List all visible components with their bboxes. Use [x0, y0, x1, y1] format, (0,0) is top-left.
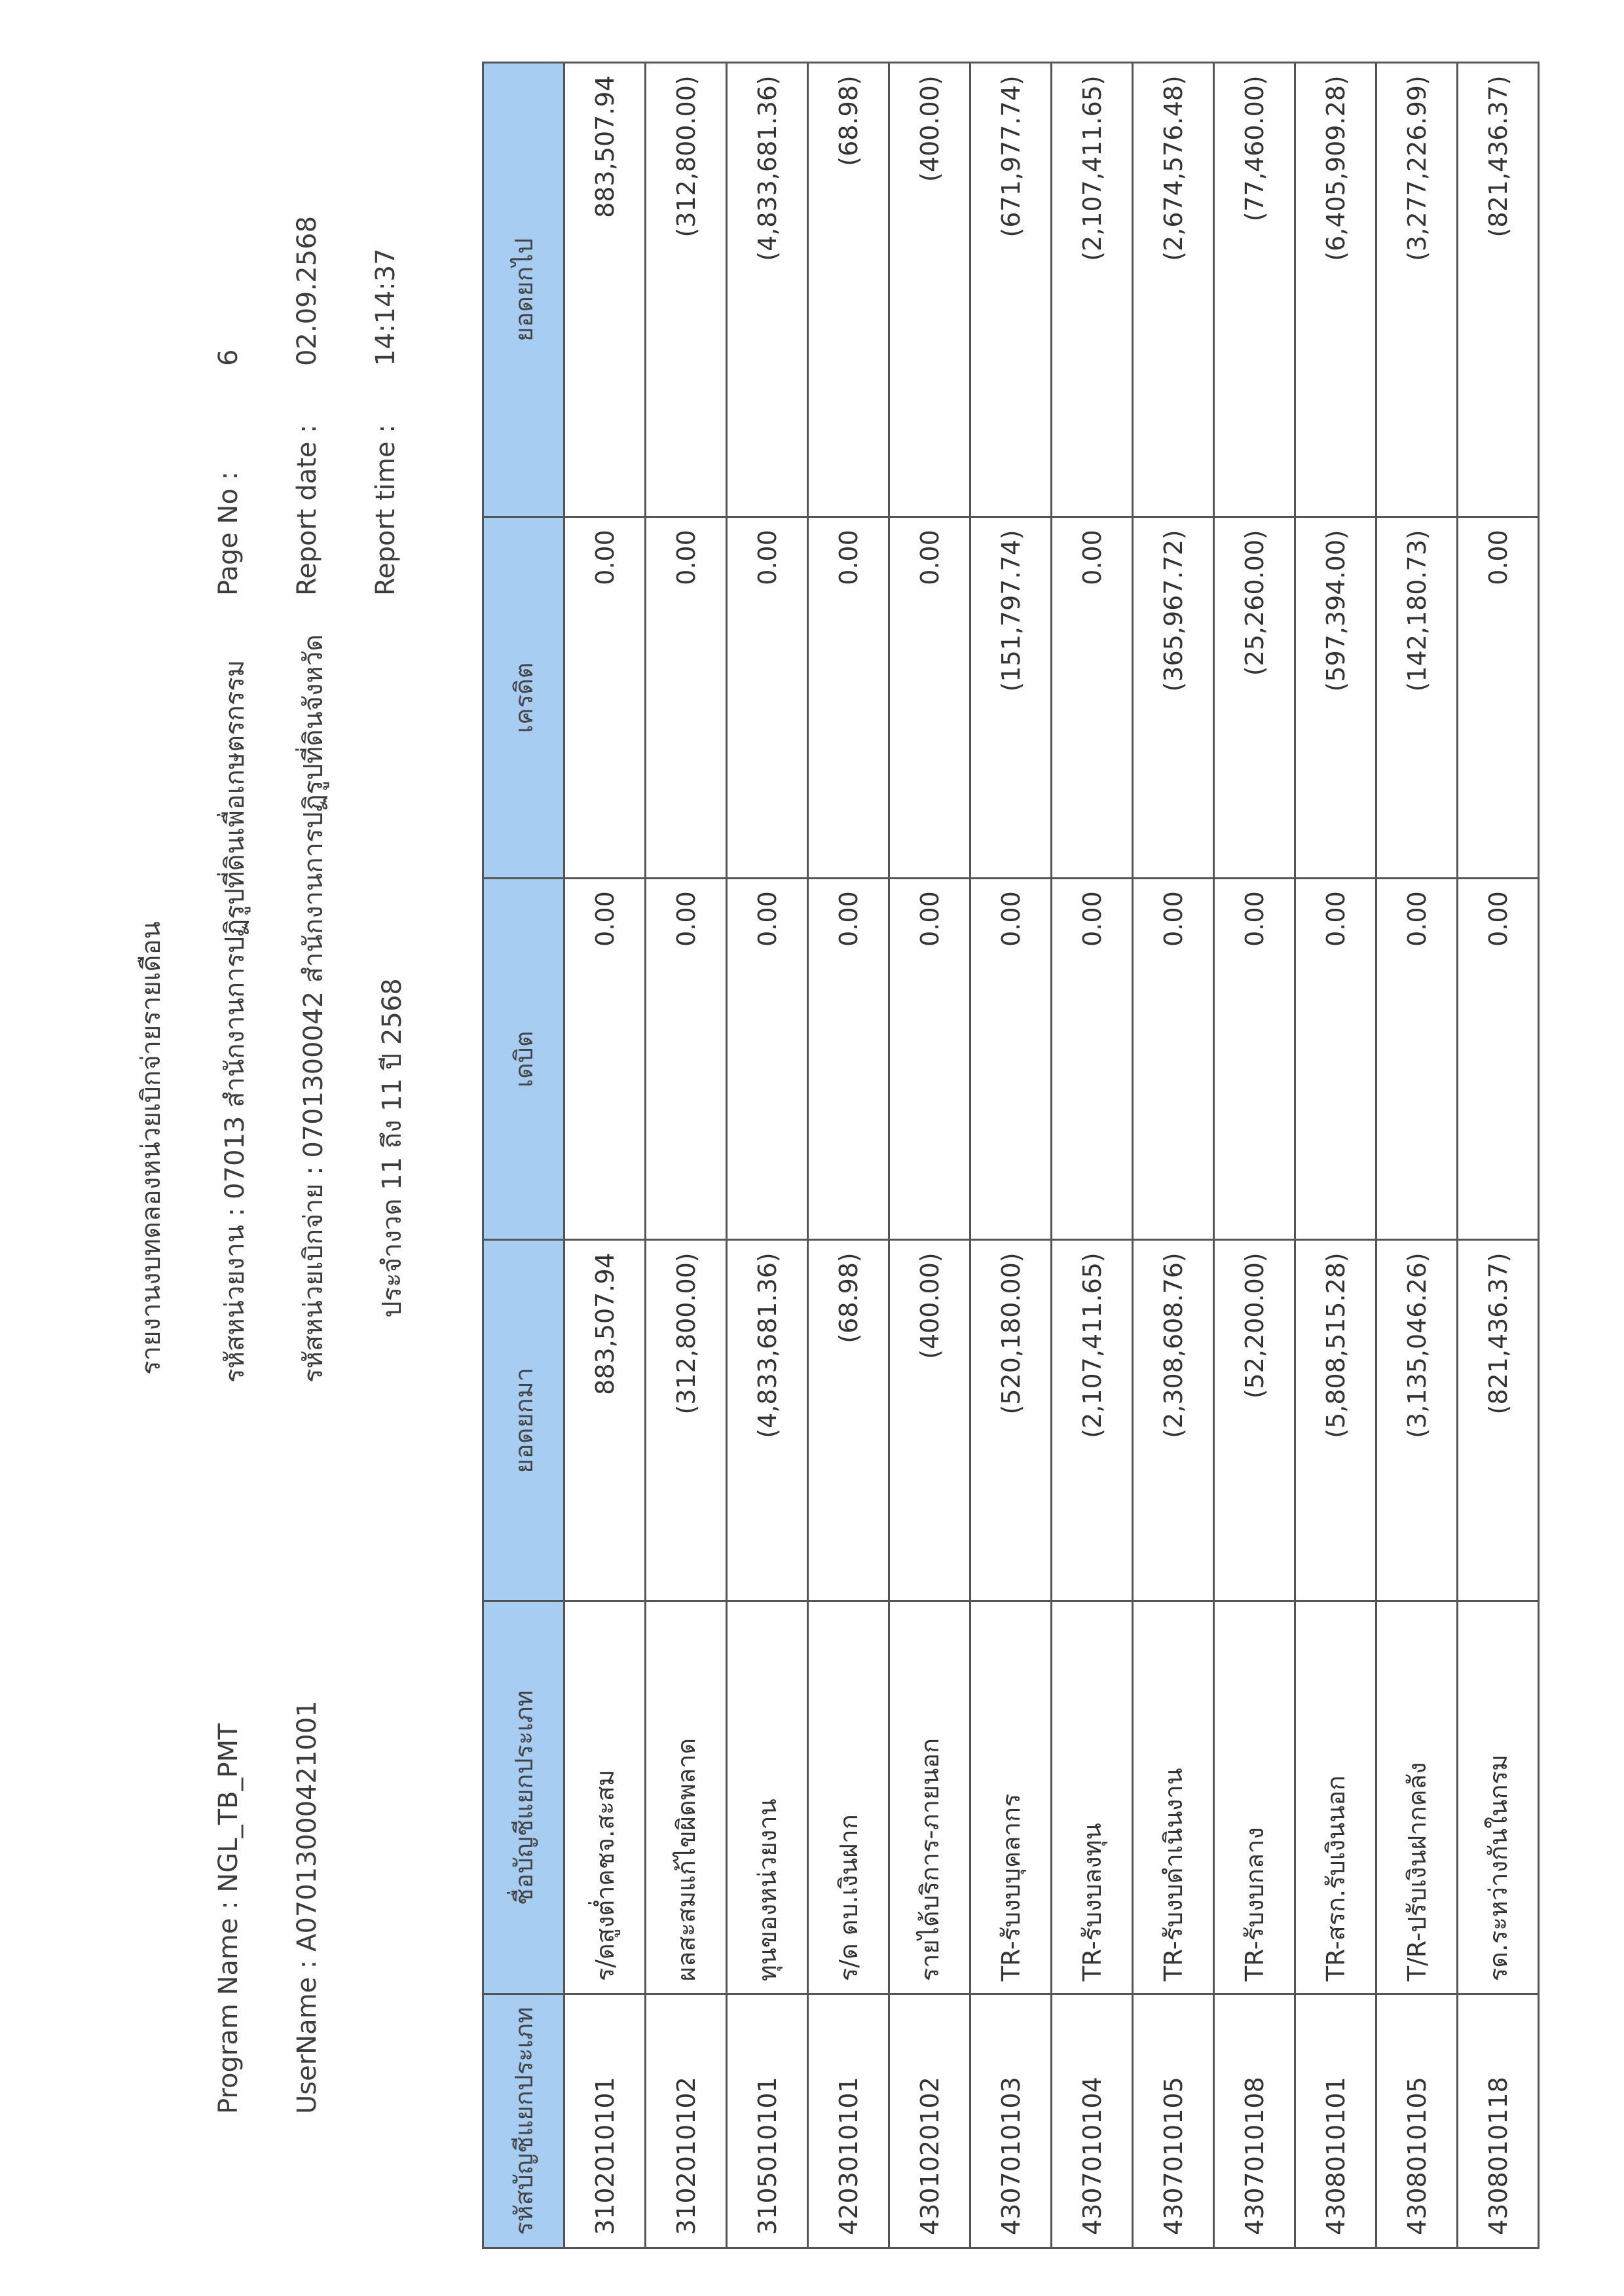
table-row: [1458, 63, 1539, 2248]
cell-opening-balance: (520,180.00): [970, 1240, 1052, 1601]
cell-credit: 0.00: [646, 517, 727, 879]
table-header-row: [483, 63, 564, 2248]
page-number-label: Page No :: [213, 471, 244, 596]
cell-credit: 0.00: [1458, 517, 1539, 879]
cell-credit: 0.00: [889, 517, 970, 879]
cell-account-name: ร/ด ดบ.เงินฝาก: [808, 1601, 889, 1994]
cell-debit: 0.00: [727, 879, 808, 1240]
cell-closing-balance: (4,833,681.36): [727, 63, 808, 517]
cell-debit: 0.00: [646, 879, 727, 1240]
report-title: รายงานงบทดลองหน่วยเบิกจ่ายรายเดือน: [136, 921, 166, 1375]
cell-closing-balance: (312,800.00): [646, 63, 727, 517]
table-row: [889, 63, 970, 2248]
cell-account-name: TR-รับงบกลาง: [1214, 1601, 1295, 1994]
table-row: [564, 63, 646, 2248]
cell-closing-balance: 883,507.94: [564, 63, 646, 517]
cell-debit: 0.00: [889, 879, 970, 1240]
cell-account-name: TR-สรก.รับเงินนอก: [1295, 1601, 1376, 1994]
cell-closing-balance: (77,460.00): [1214, 63, 1295, 517]
report-period: ประจำงวด 11 ถึง 11 ปี 2568: [377, 978, 407, 1318]
cell-debit: 0.00: [808, 879, 889, 1240]
cell-opening-balance: (5,808,515.28): [1295, 1240, 1376, 1601]
cell-account-code: 3102010101: [564, 1994, 646, 2248]
cell-credit: (365,967.72): [1133, 517, 1214, 879]
cell-closing-balance: (821,436.37): [1458, 63, 1539, 517]
cell-credit: 0.00: [1052, 517, 1133, 879]
table-row: [1133, 63, 1214, 2248]
table-row: [727, 63, 808, 2248]
cell-credit: (25,260.00): [1214, 517, 1295, 879]
col-header-credit: เครดิต: [483, 517, 564, 879]
col-header-debit: เดบิต: [483, 879, 564, 1240]
report-date-label: Report date :: [292, 424, 322, 596]
cell-credit: (597,394.00): [1295, 517, 1376, 879]
cell-account-name: ร/ดสูงต่ำคชจ.สะสม: [564, 1601, 646, 1994]
cell-opening-balance: (4,833,681.36): [727, 1240, 808, 1601]
table-row: [1295, 63, 1376, 2248]
cell-closing-balance: (2,107,411.65): [1052, 63, 1133, 517]
cell-credit: 0.00: [727, 517, 808, 879]
cell-debit: 0.00: [1214, 879, 1295, 1240]
report-time-value: 14:14:37: [371, 248, 401, 366]
cell-opening-balance: (68.98): [808, 1240, 889, 1601]
report-date-value: 02.09.2568: [292, 215, 322, 366]
cell-credit: 0.00: [808, 517, 889, 879]
program-name: Program Name : NGL_TB_PMT: [213, 1723, 244, 2114]
user-name: UserName : A07013000421001: [292, 1700, 322, 2114]
page-number-value: 6: [213, 349, 244, 366]
cell-closing-balance: (68.98): [808, 63, 889, 517]
table-row: [1052, 63, 1133, 2248]
cell-account-name: รด.ระหว่างกันในกรม: [1458, 1601, 1539, 1994]
cell-opening-balance: (2,107,411.65): [1052, 1240, 1133, 1601]
col-header-closing-balance: ยอดยกไป: [483, 63, 564, 517]
cell-account-code: 4308010105: [1376, 1994, 1458, 2248]
disbursement-unit-code: รหัสหน่วยเบิกจ่าย : 0701300042 สำนักงานการปฏิรูปที่ดินจังหวัด: [299, 634, 329, 1383]
cell-closing-balance: (2,674,576.48): [1133, 63, 1214, 517]
cell-closing-balance: (6,405,909.28): [1295, 63, 1376, 517]
cell-opening-balance: (3,135,046.26): [1376, 1240, 1458, 1601]
table-row: [970, 63, 1052, 2248]
cell-account-code: 4308010118: [1458, 1994, 1539, 2248]
cell-opening-balance: (400.00): [889, 1240, 970, 1601]
table-row: [1214, 63, 1295, 2248]
cell-account-code: 4307010108: [1214, 1994, 1295, 2248]
cell-opening-balance: 883,507.94: [564, 1240, 646, 1601]
cell-account-code: 4307010104: [1052, 1994, 1133, 2248]
col-header-account-code: รหัสบัญชีแยกประเภท: [483, 1994, 564, 2248]
cell-account-name: ทุนของหน่วยงาน: [727, 1601, 808, 1994]
cell-opening-balance: (2,308,608.76): [1133, 1240, 1214, 1601]
department-code: รหัสหน่วยงาน : 07013 สำนักงานการปฏิรูปที่ดินเพื่อเกษตรกรรม: [220, 659, 250, 1383]
col-header-account-name: ชื่อบัญชีแยกประเภท: [483, 1601, 564, 1994]
cell-debit: 0.00: [1458, 879, 1539, 1240]
table-row: [808, 63, 889, 2248]
cell-opening-balance: (821,436.37): [1458, 1240, 1539, 1601]
cell-debit: 0.00: [564, 879, 646, 1240]
cell-account-code: 4308010101: [1295, 1994, 1376, 2248]
cell-debit: 0.00: [1295, 879, 1376, 1240]
cell-debit: 0.00: [970, 879, 1052, 1240]
cell-opening-balance: (312,800.00): [646, 1240, 727, 1601]
cell-debit: 0.00: [1376, 879, 1458, 1240]
cell-closing-balance: (671,977.74): [970, 63, 1052, 517]
cell-account-name: TR-รับงบลงทุน: [1052, 1601, 1133, 1994]
cell-credit: (142,180.73): [1376, 517, 1458, 879]
cell-account-code: 4307010103: [970, 1994, 1052, 2248]
cell-account-name: รายได้บริการ-ภายนอก: [889, 1601, 970, 1994]
cell-credit: (151,797.74): [970, 517, 1052, 879]
cell-account-code: 3102010102: [646, 1994, 727, 2248]
table-row: [1376, 63, 1458, 2248]
cell-credit: 0.00: [564, 517, 646, 879]
cell-account-code: 4307010105: [1133, 1994, 1214, 2248]
report-time-label: Report time :: [371, 424, 401, 596]
cell-account-name: TR-รับงบบุคลากร: [970, 1601, 1052, 1994]
col-header-opening-balance: ยอดยกมา: [483, 1240, 564, 1601]
cell-account-code: 4301020102: [889, 1994, 970, 2248]
cell-closing-balance: (3,277,226.99): [1376, 63, 1458, 517]
cell-debit: 0.00: [1133, 879, 1214, 1240]
cell-account-code: 3105010101: [727, 1994, 808, 2248]
cell-account-name: T/R-ปรับเงินฝากคลัง: [1376, 1601, 1458, 1994]
cell-debit: 0.00: [1052, 879, 1133, 1240]
cell-closing-balance: (400.00): [889, 63, 970, 517]
trial-balance-table: [482, 62, 1540, 2249]
cell-opening-balance: (52,200.00): [1214, 1240, 1295, 1601]
cell-account-name: TR-รับงบดำเนินงาน: [1133, 1601, 1214, 1994]
cell-account-name: ผลสะสมแก้ไขผิดพลาด: [646, 1601, 727, 1994]
cell-account-code: 4203010101: [808, 1994, 889, 2248]
table-row: [646, 63, 727, 2248]
